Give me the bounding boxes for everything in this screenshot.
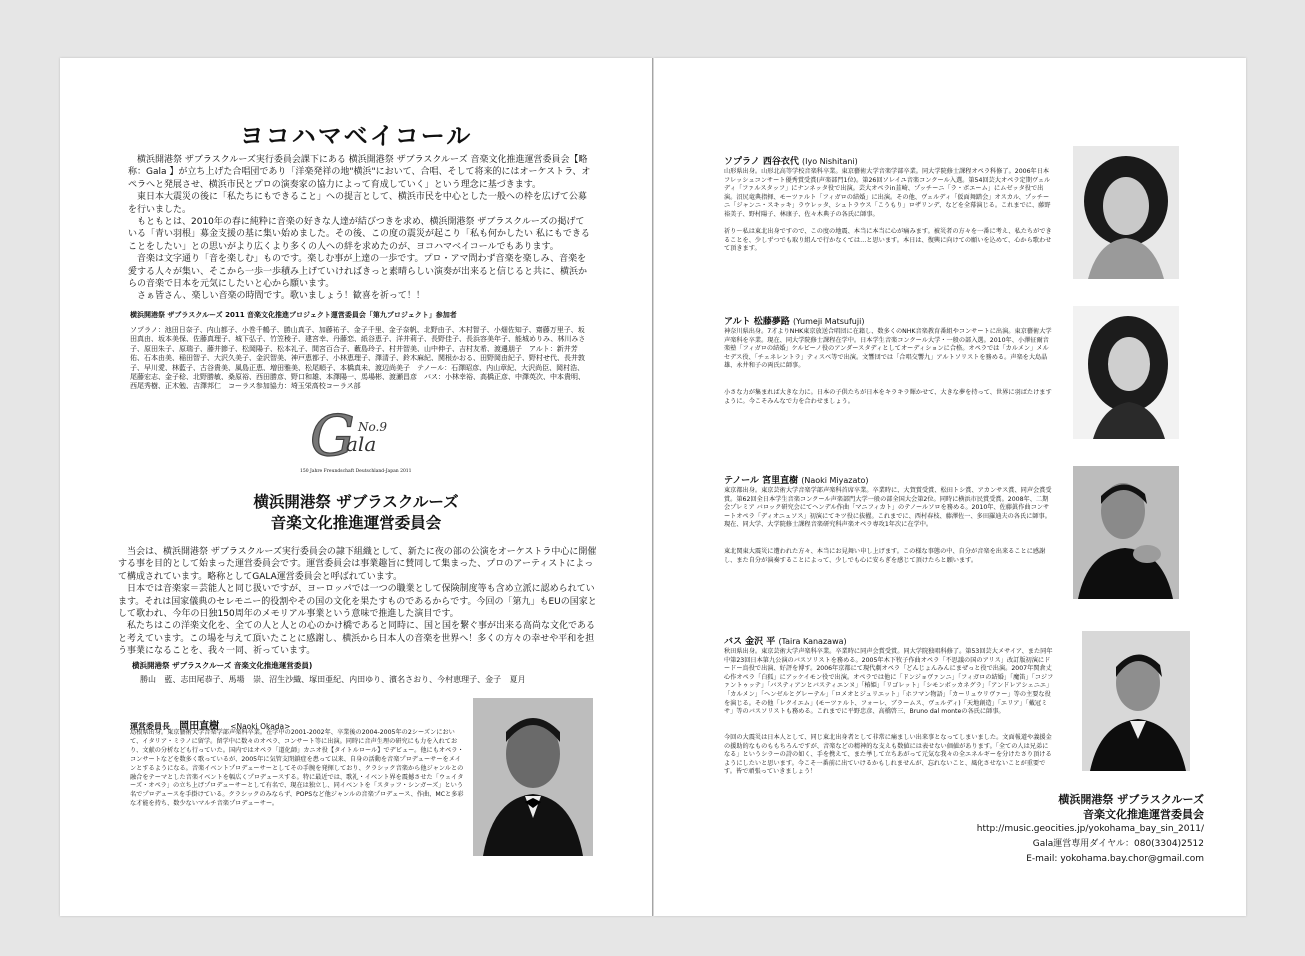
- singer-name: 金沢 平: [745, 637, 776, 647]
- page-fold: [652, 58, 653, 916]
- gala-caption: 150 Jahre Freundschaft Deutschland-Japan 2011: [300, 469, 412, 474]
- members-list: 勝山 藍、志田尾恭子、馬場 崇、沼生沙織、塚田亜紀、内田ゆり、濱名さおり、今村恵理子、金子 夏月: [140, 675, 526, 684]
- participants-list: ソプラノ：池田日奈子、内山都子、小巻千鶴子、勝山真子、加藤祐子、金子千里、金子奈帆、北野由子、木村智子、小畑佐知子、齋藤万里子、坂田真由、坂本美保、佐藤真理子、城下弘子、竹笠稜子、建宮幸、丹藤恋、紙谷恵子、洋井莉子、長野佳子、長浜容美年子、能城めりみ、林川みさ子、原田朱子、原瑞子、藤井節子、松岡陽子、松本礼子、間宮百合子、藪島玲子、村井智美、山中伸子、吉村友希、渡邊朋子 アルト：新井芳佑、石本由美、稲田智子、大沢久美子、金沢智美、神戸恵都子、小林恵理子、澤清子、鈴木麻紀、関根かおる、田野岡由紀子、野村せ代、長井敦子、早川愛、林藍子、古谷貴美、風島正恵、増田雅美、松尾順子、本橋真未、渡辺尚美子 テノール：石澤昭彦、内山章紀、大沢尚臣、岡村浩、尾藤宏志、金子稔、北野勝敏、桑原裕、西田勝彦、野口和雄、本澤陽一、馬場彬、渡瀬昌彦 バス：小林幸裕、高橋正彦、中澤英次、中本貴明、西尾秀樹、正木勉、吉澤邦仁 コーラス参加協力：埼玉栄高校コーラス部: [130, 326, 586, 391]
- singer-bio: 山形県出身。山形北高等学校音楽科卒業。東京藝術大学音楽学部卒業。同大学院修士課程オペラ科修了。2006年日本フレッシュコンサート優秀賞受賞(声楽部門1位)。第26回ソレイユ音楽コンクール入選。第54回芸大オペラ定期ヴェルディ「ファルスタッフ」にナンネッタ役で出演。芸大オペラin韮崎、プッチーニ「ラ・ボエーム」にムゼッタ役で出演。沼尻竜典指揮、モーツァルト「フィガロの結婚」に出演。その他、ヴェルディ「仮面舞踏会」オスカル、プッチーニ「ジャンニ・スキッキ」ラウレッタ、シュトラウス「こうもり」ロザリンデ、などを全幕演じる。これまでに、藤野裕美子、野村陽子、林康子、佐々木典子の各氏に師事。: [724, 168, 1051, 218]
- singer-heading-tenor: [724, 473, 869, 486]
- contact-block: [904, 792, 1204, 867]
- contact-org-line-1: 横浜開港祭 ザブラスクルーズ: [1058, 793, 1204, 806]
- singer-message: 今回の大震災は日本人として、同じ東北出身者として非常に痛ましい出来事となってしまいました。文面報道や義援金の援助的なものももちろんですが、音楽などの精神的な支えも数値には表せない価値があります。「全ての人は兄弟になる」というシラーの詩の如く、手を携えて、また挙して立ちあがって元気な我々の全エネルギーを分けたさり頂けるようにしたいと思います。今こそ一番前に出ていけるかもしれませんが、忘れないこと、風化させないことが重要です。皆で頑張っていきましょう！: [724, 734, 1052, 776]
- gala-number: No.9: [358, 420, 387, 434]
- portrait-photo-kanazawa: [1082, 631, 1190, 771]
- chair-label: 運営委員長: [130, 722, 170, 731]
- contact-email[interactable]: E-mail: yokohama.bay.chor@gmail.com: [1026, 854, 1204, 864]
- singer-heading-alto: [724, 314, 864, 327]
- contact-url[interactable]: http://music.geocities.jp/yokohama_bay_sin_2011/: [976, 824, 1204, 834]
- singer-romaji: (Iyo Nishitani): [802, 157, 858, 166]
- singer-bio: 神奈川県出身。7才よりNHK東京放送合唱団に在籍し、数多くのNHK音楽教育番組やコンサートに出演。東京藝術大学声楽科を卒業。現在、同大学院修士課程在学中。日本学生音楽コンクール大学・一般の部入選。2010年、小澤征爾音楽塾「フィガロの結婚」ケルビーノ役のアンダースタディとしてオーディションに合格。オペラでは「カルメン」メルセデス役、「チェネレントラ」ティスベ等で出演。文響団では「合唱交響九」アルトソリストを務める。声楽を大島晶雄、永井和子の両氏に師事。: [724, 328, 1052, 370]
- committee-paragraph: 私たちはこの洋楽文化を、全ての人と人との心のかけ橋であると同時に、国と国を繋ぐ事が出来る高尚な文化であると考えています。この場を与えて頂いたことに感謝し、横浜から日本人の音楽を世界へ！多くの方々の幸せや平和を担う事業になることを、我々一同、祈っています。: [118, 621, 596, 657]
- singer-heading-bass: [724, 634, 847, 647]
- singer-heading-soprano: [724, 154, 858, 167]
- singer-part: アルト: [724, 317, 751, 327]
- intro-paragraph: 東日本大震災の後に「私たちにもできること」への提言として、横浜市民を中心とした一般への枠を広げて公募を行いました。: [128, 192, 587, 215]
- singer-message: 東北関東大震災に遭われた方々、本当にお見舞い申し上げます。この様な事態の中、自分が音楽を出来ることに感謝し、また自分が演奏することによって、少しでも心に安らぎを感じて頂けたらと願います。: [724, 548, 1046, 564]
- gala-logo: [300, 403, 440, 493]
- left-page: [60, 58, 652, 916]
- committee-title-line-2: 音楽文化推進運営委員会: [270, 514, 442, 532]
- chair-name: 岡田直樹: [179, 721, 220, 732]
- contact-phone: Gala運営専用ダイヤル：080(3304)2512: [1032, 839, 1204, 849]
- singer-name: 西谷衣代: [762, 157, 799, 167]
- gala-g-letter: G: [310, 404, 355, 463]
- singer-name: 松藤夢路: [753, 317, 790, 327]
- portrait-photo-matsufuji: [1073, 306, 1179, 439]
- intro-paragraph: 横浜開港祭 ザブラスクルーズ実行委員会課下にある 横浜開港祭 ザブラスクルーズ 音楽文化推進運営委員会【略称：Gala 】が立ち上げた合唱団であり「洋楽発祥の地"横浜"において、合唱、そして将来的にはオーケストラ、オペラへと発展させ、横浜市民とプロの演奏家の協力によって育成していく」という理念に基づきます。: [128, 155, 591, 190]
- singer-part: テノール: [724, 476, 759, 486]
- members-heading: 横浜開港祭 ザブラスクルーズ 音楽文化推進運営委員): [132, 661, 313, 670]
- portrait-photo-nishitani: [1073, 146, 1179, 279]
- chair-romaji: <Naoki Okada>: [230, 722, 291, 731]
- chair-bio: 島根県出身。東京藝術大学音楽学部声楽科卒業。在学中の2001-2002年、卒業後の2004-2005年の2シーズンにおいて、イタリア・ミラノに留学。留学中に数々のオペラ、コンサート等に出演。同時に音声生理の研究にも力を入れており、文献の分析なども行っていた。国内ではオペラ「道化師」カニオ役【タイトルロール】でデビュー。他にもオペラ・コンサートなどを数多く歌っているが、2005年に気管支閉鎖症を患って以来、自身の活動を音楽プロデューサーをメインとするようになる。音楽イベントプロデューサーとしてその手腕を発揮しており、クラシック音楽から他ジャンルとの融合をテーマとした音楽イベントを幅広くプロデュースする。特に最近では、歌礼・イベント界を震撼させた「ウェイターズ・オペラ」の立ち上げプロデューサーとして有名で、現在は独立し、同イベントを「スタッフ・シンガーズ」という名でプロデュースを手掛けている。クラシックのみならず、POPSなど他ジャンルの音楽プロデュース、作曲、MCと多彩な才能を持ち、数少ないマルチ音楽プロデューサー。: [130, 729, 464, 808]
- singer-message: 小さな力が集まれば大きな力に。日本の子供たちが日本をキラキラ輝かせて、大きな夢を持って、世界に羽ばたけますように。今こそみんなで力を合わせましょう。: [724, 389, 1052, 405]
- portrait-photo-okada: [473, 698, 593, 856]
- page-title: ヨコハマベイコール: [239, 122, 473, 150]
- intro-text: [128, 154, 591, 303]
- committee-paragraph: 日本では音楽家＝芸能人と同じ扱いですが、ヨーロッパでは一つの職業として保険制度等も含め立派に認められています。それは国家儀典のセレモニー的役割やその国の文化を果たすものであるからです。今回の「第九」もEUの国家として歌われ、今年の日独150周年のメモリアル事業という意味で推進した演目です。: [118, 584, 597, 620]
- singer-romaji: (Yumeji Matsufuji): [792, 317, 865, 326]
- singer-romaji: (Naoki Miyazato): [801, 476, 869, 485]
- committee-text: [118, 546, 602, 658]
- intro-paragraph: 音楽は文字通り「音を楽しむ」ものです。楽しむ事が上達の一歩です。プロ・アマ問わず音楽を楽しみ、音楽を愛する人々が集い、そこから一歩一歩積み上げていければきっと素晴らしい演奏が出来ると信じると共に、横浜からの音楽で日本を元気にしたいと心から願います。: [128, 254, 588, 290]
- gala-word: ala: [346, 432, 377, 456]
- intro-paragraph: さぁ皆さん、楽しい音楽の時間です。歌いましょう！歓喜を祈って！！: [137, 291, 425, 302]
- singer-romaji: (Taira Kanazawa): [778, 637, 847, 646]
- singer-message: 祈り～私は東北出身ですので、この度の地震、本当に本当に心が痛みます。被災者の方々を一番に考え、私たちができることを、少しずつでも取り組んで行かなくては…と思います。本日は、復興に向けての願いを込めて、心から歌わせて頂きます。: [724, 228, 1052, 253]
- intro-paragraph: もともとは、2010年の春に純粋に音楽の好きな人達が結びつきを求め、横浜開港祭 ザブラスクルーズの掲げている「青い羽根」募金支援の基に集い始めました。その後、この度の震災が起こり「私も何かしたい 私にもできることをしたい」との思いがより広くより多くの人への絆を求めたのが、ヨコハマベイコールでもあります。: [128, 217, 590, 252]
- singer-bio: 秋田県出身。東京芸術大学声楽科卒業。卒業時に同声会賞受賞。同大学院独唱科修了。第53回芸大メサイア、また同年中第23回日本第九公演のバスソリストを務める。2005年木下牧子作曲オペラ「不思議の国のアリス」改訂版初演にドードー鳥役で出演、好評を博す。2006年京都にて現代劇オペラ「どんじょんみんにまぜっと役で出演。2007年関倉丈心作オペラ「白狐」にアッケイモン役で出演。オペラでは他に「ドンジョヴァンニ」「フィガロの結婚」「魔笛」「コジファントゥッテ」「バスティアンとバスティエンヌ」「椿姫」「リゴレット」「シモンボッカネグラ」「アンドレアシェニエ」「カルメン」「ヘンゼルとグレーテル」「ロメオとジュリエット」「ホフマン物語」「カーリュウリヴァー」等の主要な役を演じる。その他「レクイエム」(モーツァルト、フォーレ、ブラームス、ヴェルディ)「天地創造」「エリア」「戴冠ミサ」等のバスソリストも務める。これまでに平野忠彦、高橋啓三、Bruno dal monteの各氏に師事。: [724, 648, 1054, 716]
- singer-bio: 東京都出身。東京芸術大学音楽学部声楽科首席卒業。卒業時に、大賀賞受賞、松田トシ賞、アカンサス賞、同声会賞受賞。第62回全日本学生音楽コンクール声楽部門大学一般の部全国大会第2位。同時に横浜市民賞受賞。2008年、二期会プレミア バロック研究会にてヘンデル作曲「マニフィカト」のテノールソロを務める。2010年、佐藤眞作曲コンサートオペラ「ディオニュソス」初演にてキツ役に抜擢。これまでに、西村春枝、藤澤佐一、多田羅迪夫の各氏に師事。現在、同大学、大学院修士課程音楽研究科声楽オペラ専攻1年次に在学中。: [724, 487, 1052, 529]
- participants-heading: 横浜開港祭 ザブラスクルーズ 2011 音楽文化推進プロジェクト運営委員会「第九プロジェクト」参加者: [130, 311, 457, 319]
- singer-part: ソプラノ: [724, 157, 760, 167]
- committee-paragraph: 当会は、横浜開港祭 ザブラスクルーズ実行委員会の隷下組織として、新たに夜の部の公演をオーケストラ中心に開催する事を目的として始まった運営委員会です。運営委員会は事業趣旨に賛同して集まった、プロのアーティストによって構成されています。略称としてGALA運営委員会と呼ばれています。: [118, 547, 597, 582]
- gala-logo-mark: [300, 403, 440, 463]
- portrait-photo-miyazato: [1073, 466, 1179, 599]
- contact-org-line-2: 音楽文化推進運営委員会: [1083, 808, 1204, 821]
- singer-part: バス: [724, 637, 743, 647]
- right-page: [654, 58, 1246, 916]
- committee-title-line-1: 横浜開港祭 ザブラスクルーズ: [253, 493, 459, 511]
- committee-title: [60, 492, 652, 534]
- singer-name: 宮里直樹: [762, 476, 799, 486]
